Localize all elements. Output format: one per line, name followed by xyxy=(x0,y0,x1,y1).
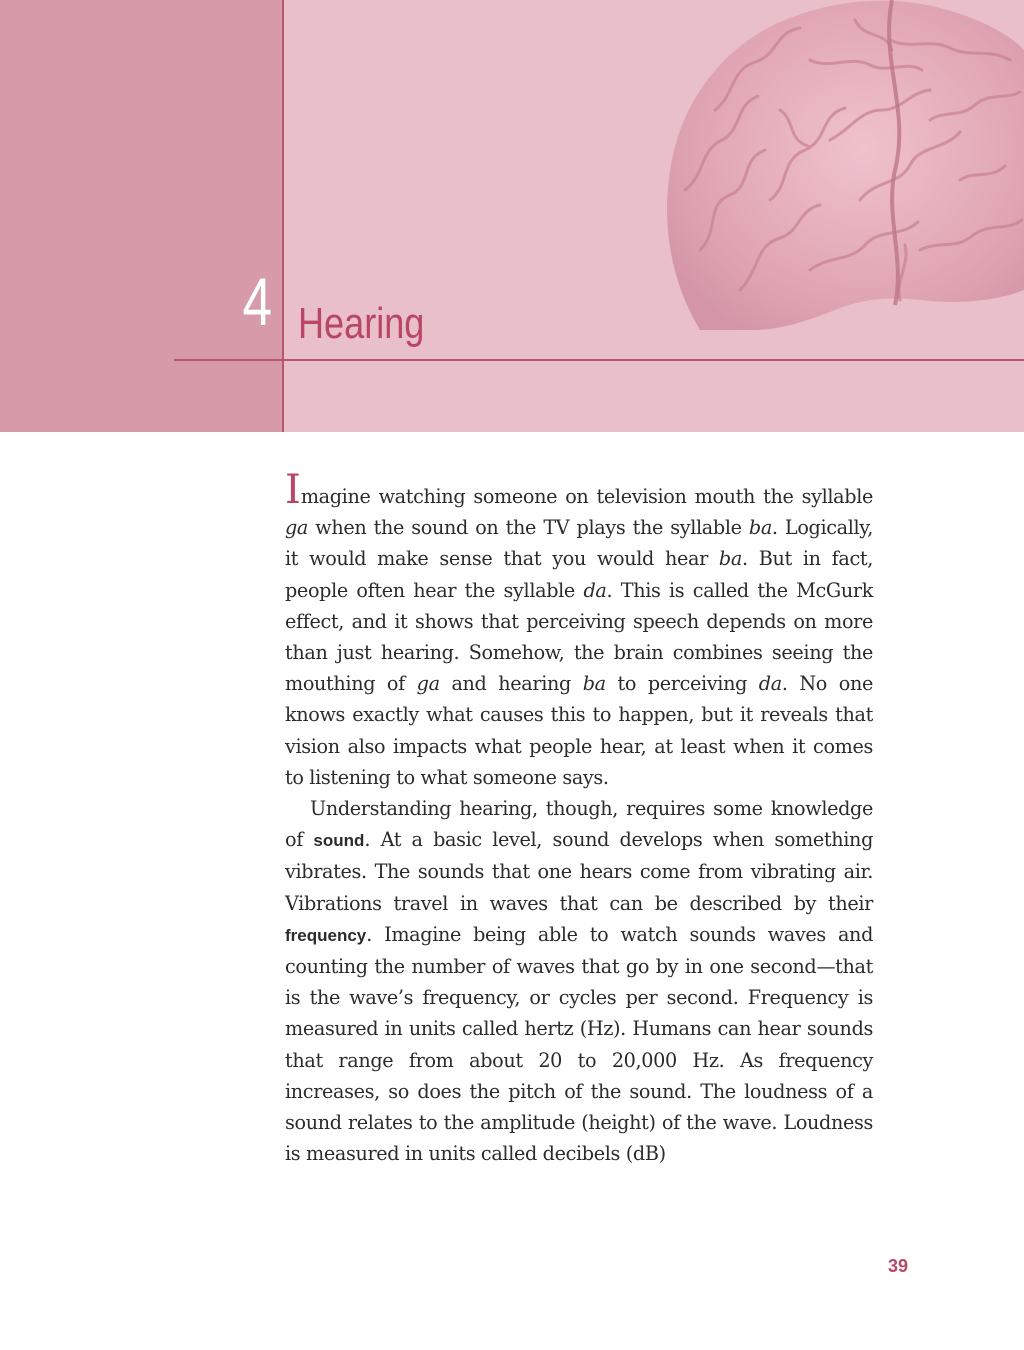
glossary-term-frequency: frequency xyxy=(285,925,367,945)
text-run: and hearing xyxy=(439,672,583,696)
text-run: . Logically, it would make sense that you would hear xyxy=(285,516,873,571)
brain-icon xyxy=(660,0,1024,330)
text-run: . Imagine being able to watch sounds waves and counting the number of waves that go by in one second—that is the wave’s frequency, or cycles per second. Frequency is measured in units called hertz (Hz). Humans can hear sounds that range from about 20 to 20,000 Hz. As frequency increases, so does the pitch of the sound. The loudness of a sound relates to the amplitude (height) of the wave. Loudness is measured in units called decibels (dB) xyxy=(285,922,873,1166)
header-left-panel xyxy=(0,0,282,432)
text-run: . But in fact, people often hear the syllable xyxy=(285,547,873,602)
text-run: when the sound on the TV plays the syllable xyxy=(308,516,749,540)
italic-term: ba xyxy=(582,672,606,696)
header-horizontal-rule xyxy=(174,359,1024,361)
drop-cap: I xyxy=(285,467,301,513)
chapter-title: Hearing xyxy=(298,299,425,348)
italic-term: ga xyxy=(285,516,309,540)
body-text xyxy=(285,467,873,1169)
italic-term: da xyxy=(758,672,782,696)
page-number: 39 xyxy=(887,1256,908,1276)
glossary-term-sound: sound xyxy=(313,831,365,851)
text-run: . At a basic level, sound develops when something vibrates. The sounds that one hears come from vibrating air. Vibrations travel in waves that can be described by their xyxy=(285,828,873,915)
text-run: Understanding hearing, though, requires some knowledge of xyxy=(285,797,873,852)
paragraph-1 xyxy=(285,467,873,793)
paragraph-2 xyxy=(285,793,873,1169)
chapter-header-band xyxy=(0,0,1024,432)
text-run: magine watching someone on television mouth the syllable xyxy=(300,485,873,508)
italic-term: ba xyxy=(718,547,742,571)
text-run: . This is called the McGurk effect, and it shows that perceiving speech depends on more than just hearing. Somehow, the brain combines seeing the mouthing of xyxy=(285,578,873,696)
text-run: to perceiving xyxy=(605,672,759,696)
header-vertical-rule xyxy=(282,0,284,432)
text-run: . No one knows exactly what causes this to happen, but it reveals that vision also impacts what people hear, at least when it comes to listening to what someone says. xyxy=(285,672,873,789)
italic-term: ba xyxy=(748,516,772,540)
chapter-number: 4 xyxy=(242,264,272,340)
italic-term: da xyxy=(583,578,607,602)
italic-term: ga xyxy=(416,672,440,696)
